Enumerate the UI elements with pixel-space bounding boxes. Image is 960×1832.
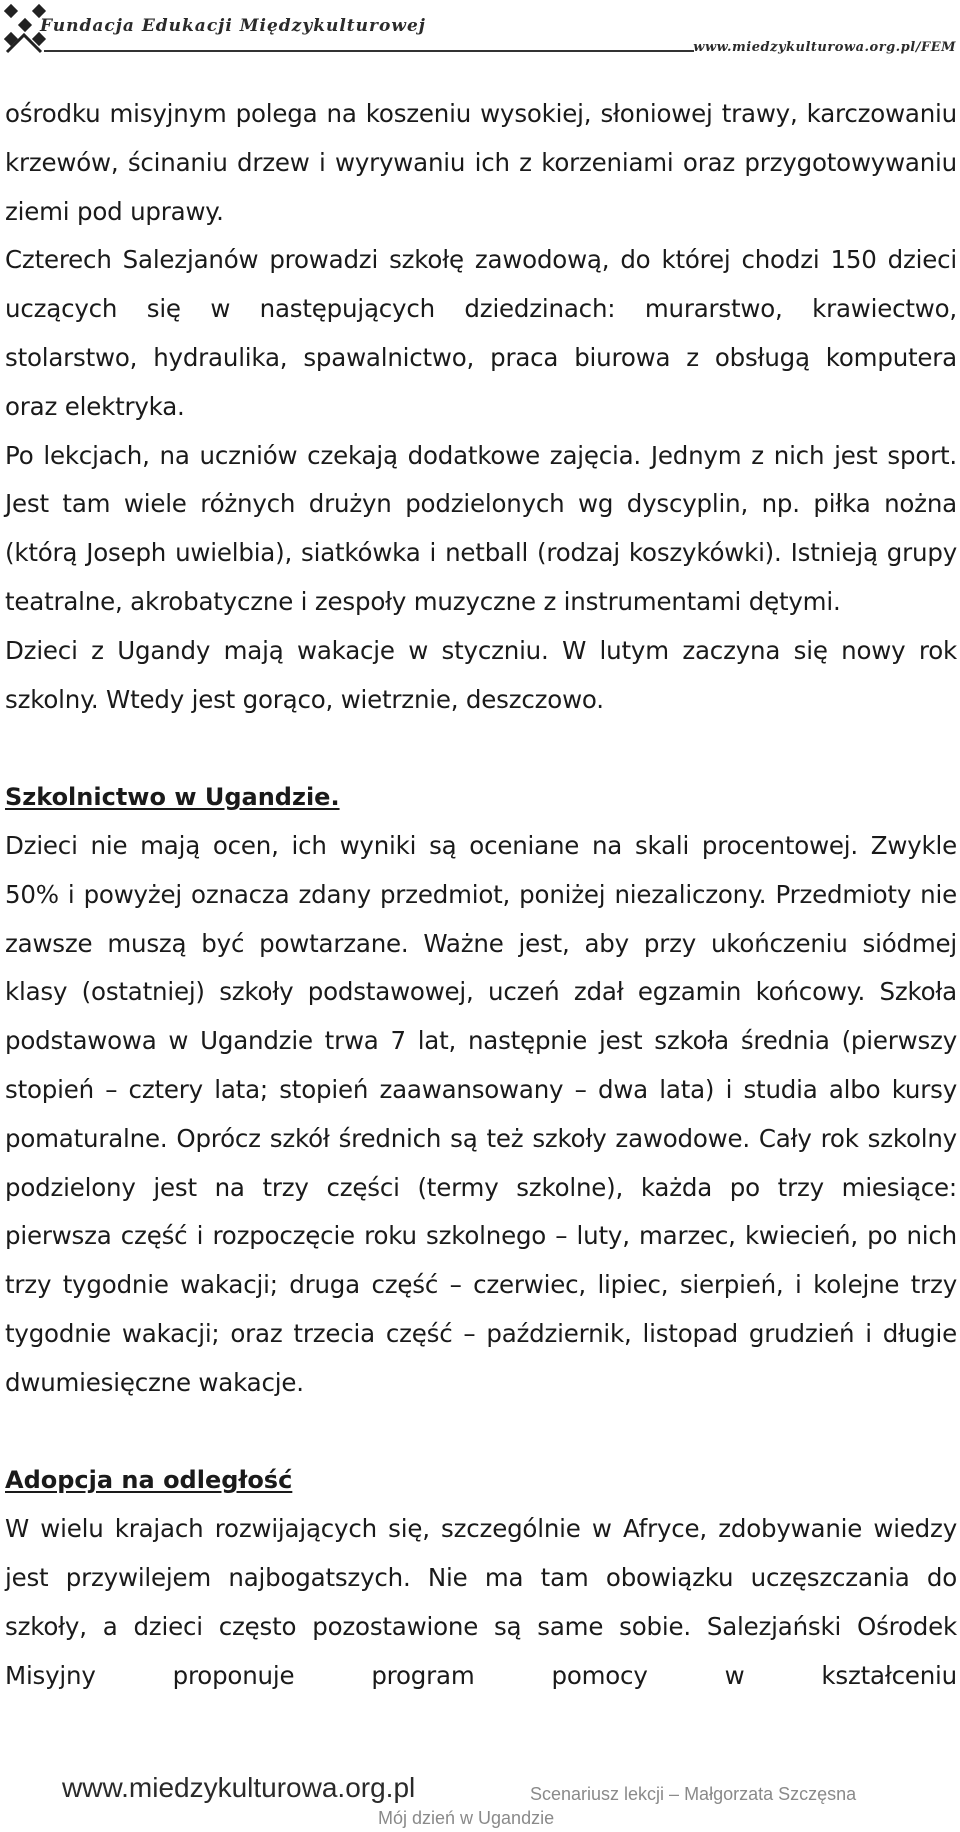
footer-author: Scenariusz lekcji – Małgorzata Szczęsna [530,1784,857,1804]
section-heading-adoption: Adopcja na odległość [5,1466,293,1495]
page-header [0,0,960,64]
section-heading-schooling: Szkolnictwo w Ugandzie. [5,783,340,812]
paragraph-extracurricular: Po lekcjach, na uczniów czekają dodatkowe zajęcia. Jednym z nich jest sport. Jest tam wiele różnych drużyn podzielonych wg dyscyplin, np. piłka nożna (którą Joseph uwielbia), siatkówka i netball (rodzaj koszykówki). Istnieją grupy teatralne, akrobatyczne i zespoły muzyczne z instrumentami dętymi. [5,440,957,616]
organization-name: Fundacja Edukacji Międzykulturowej [40,16,426,36]
paragraph-vocational-school: Czterech Salezjanów prowadzi szkołę zawodową, do której chodzi 150 dzieci uczących się w następujących dziedzinach: murarstwo, krawiectwo, stolarstwo, hydraulika, spawalnictwo, praca biurowa z obsługą komputera oraz elektryka. [5,245,957,421]
page-footer [0,1770,960,1832]
header-divider [44,50,694,52]
paragraph-schooling: Dzieci nie mają ocen, ich wyniki są oceniane na skali procentowej. Zwykle 50% i powyżej oznacza zdany przedmiot, poniżej niezaliczony. Przedmioty nie zawsze muszą być powtarzane. Ważne jest, aby przy ukończeniu siódmej klasy (ostatniej) szkoły podstawowej, uczeń zdał egzamin końcowy. Szkoła podstawowa w Ugandzie trwa 7 lat, następnie jest szkoła średnia (pierwszy stopień – cztery lata; stopień zaawansowany – dwa lata) i studia albo kursy pomaturalne. Oprócz szkół średnich są też szkoły zawodowe. Cały rok szkolny podzielony jest na trzy części (termy szkolne), każda po trzy miesiące: pierwsza część i rozpoczęcie roku szkolnego – luty, marzec, kwiecień, po nich trzy tygodnie wakacji; druga część – czerwiec, lipiec, sierpień, i kolejne trzy tygodnie wakacji; oraz trzecia część – październik, listopad grudzień i długie dwumiesięczne wakacje. [5,830,957,1397]
paragraph-mission-work: ośrodku misyjnym polega na koszeniu wysokiej, słoniowej trawy, karczowaniu krzewów, ścinaniu drzew i wyrywaniu ich z korzeniami oraz przygotowywaniu ziemi pod uprawy. [5,99,957,226]
paragraph-adoption: W wielu krajach rozwijających się, szczególnie w Afryce, zdobywanie wiedzy jest przywilejem najbogatszych. Nie ma tam obowiązku uczęszczania do szkoły, a dzieci często pozostawione są same sobie. Salezjański Ośrodek Misyjny proponuje program pomocy w kształceniu [5,1514,957,1690]
document-body [5,90,957,1700]
spacer [5,1408,957,1457]
paragraph-holidays: Dzieci z Ugandy mają wakacje w styczniu. W lutym zaczyna się nowy rok szkolny. Wtedy jest gorąco, wietrznie, deszczowo. [5,635,957,714]
spacer [5,724,957,773]
header-url: www.miedzykulturowa.org.pl/FEM [693,40,956,55]
footer-url: www.miedzykulturowa.org.pl [62,1772,416,1803]
footer-title: Mój dzień w Ugandzie [378,1808,555,1828]
